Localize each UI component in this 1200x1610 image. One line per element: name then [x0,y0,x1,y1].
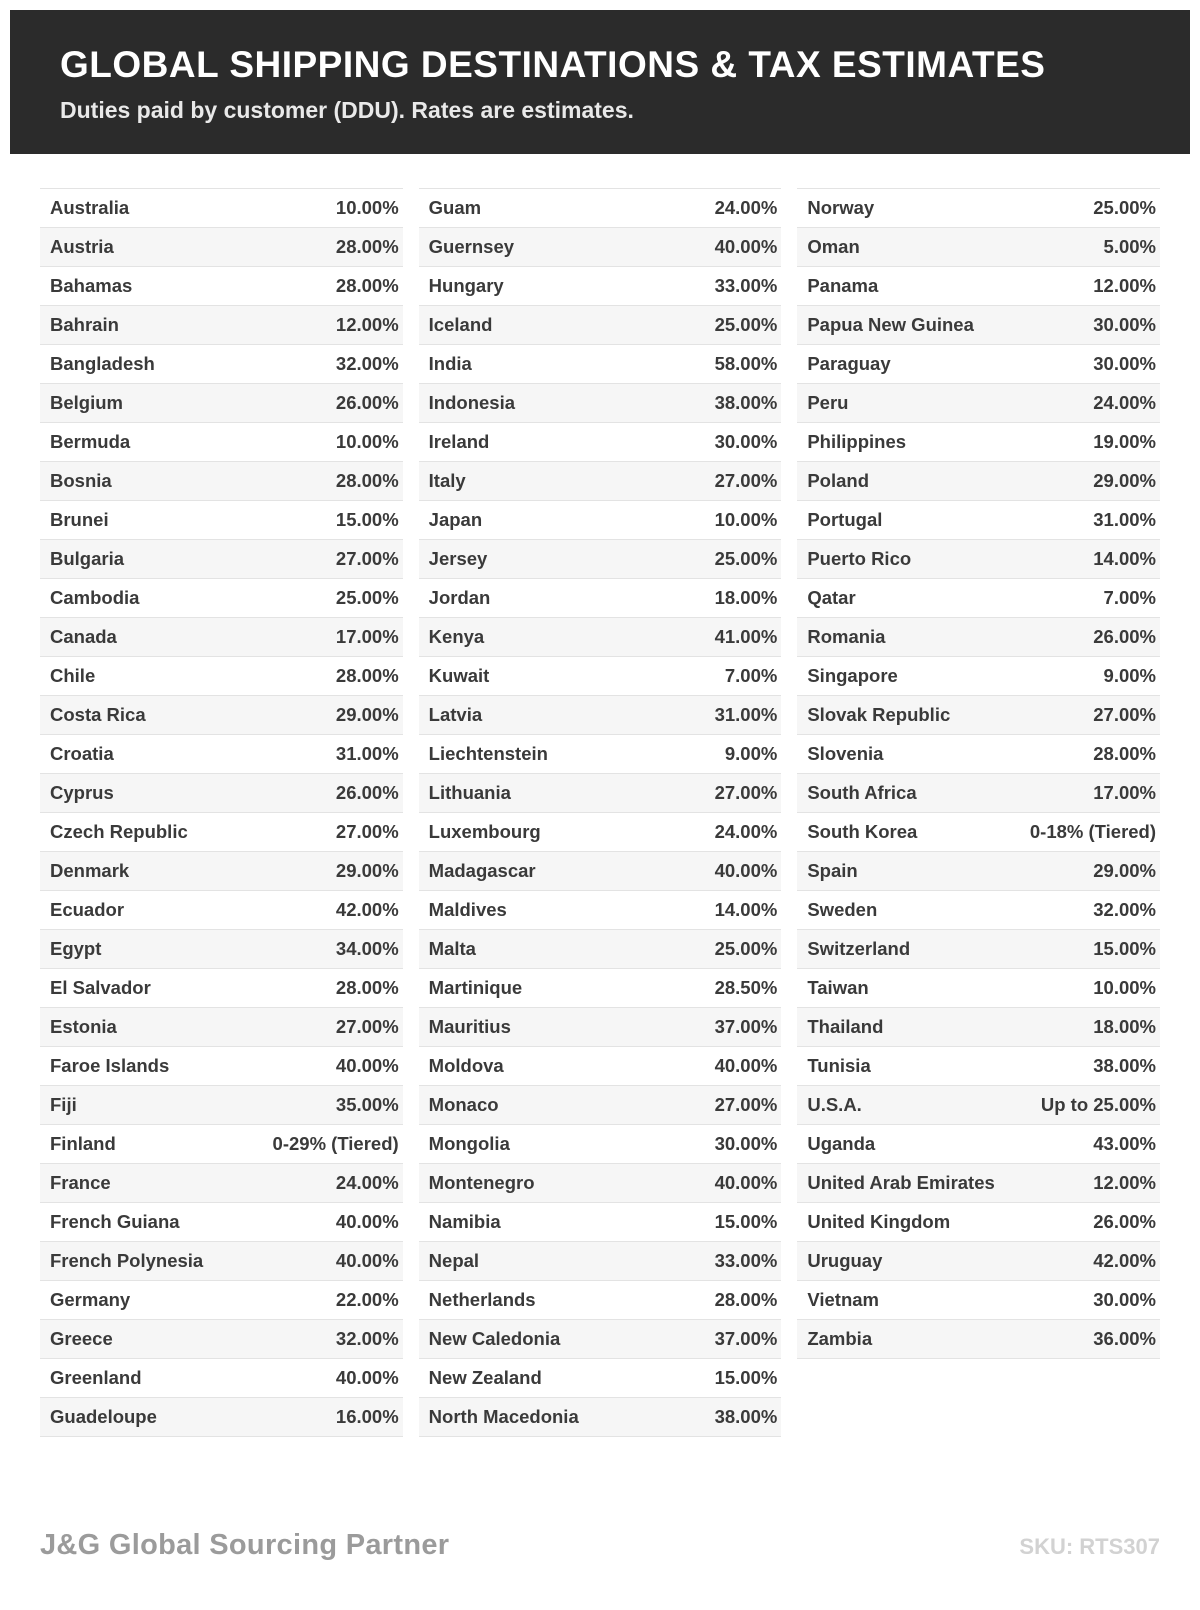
country-name: Mauritius [428,1015,511,1037]
rate-row [797,1008,1160,1047]
tax-rate: 22.00% [335,1288,399,1310]
country-name: Bosnia [50,469,112,491]
rate-row [797,1281,1160,1320]
country-name: Kenya [428,625,485,647]
tax-rate: 29.00% [335,703,399,725]
country-name: Vietnam [807,1288,879,1310]
rate-row [797,579,1160,618]
tax-rate: 7.00% [1103,586,1157,608]
rate-row [419,1047,782,1086]
rate-row [419,540,782,579]
rate-row [419,1359,782,1398]
tax-rate: 38.00% [714,1405,778,1427]
tax-rate: 12.00% [1093,1171,1157,1193]
rate-row [40,540,403,579]
rate-row [419,1398,782,1437]
rate-row [419,696,782,735]
tax-rate: 25.00% [714,937,778,959]
country-name: Hungary [428,274,504,296]
rate-row [419,618,782,657]
page-title: GLOBAL SHIPPING DESTINATIONS & TAX ESTIMATES [60,44,1046,85]
country-name: Zambia [807,1327,873,1349]
tax-rate: 15.00% [714,1210,778,1232]
rate-row [40,618,403,657]
country-name: Czech Republic [50,820,188,842]
rate-row [797,813,1160,852]
tax-rate: 30.00% [714,430,778,452]
rate-row [797,462,1160,501]
header-banner [10,10,1190,154]
tax-rate: 27.00% [714,1093,778,1115]
country-name: Ecuador [50,898,125,920]
country-name: Bangladesh [50,352,155,374]
rate-row [40,267,403,306]
rate-row [419,1086,782,1125]
rate-row [797,774,1160,813]
tax-rate: 40.00% [714,235,778,257]
tax-rate: 0-18% (Tiered) [1029,820,1157,842]
rate-row [797,423,1160,462]
country-name: Latvia [428,703,483,725]
rate-row [797,306,1160,345]
tax-rate: 33.00% [714,274,778,296]
tax-rate: 9.00% [1103,664,1157,686]
rate-row [40,1359,403,1398]
tax-rate: 40.00% [714,859,778,881]
tax-rate: 10.00% [1093,976,1157,998]
rate-row [797,1320,1160,1359]
tax-rate: 14.00% [714,898,778,920]
rate-row [40,1047,403,1086]
rate-row [419,462,782,501]
rate-row [40,891,403,930]
country-name: Guam [428,196,482,218]
country-name: Romania [807,625,886,647]
country-name: Tunisia [807,1054,871,1076]
rate-row [419,1125,782,1164]
tax-rate: 58.00% [714,352,778,374]
rate-row [419,1008,782,1047]
country-name: Lithuania [428,781,511,803]
country-name: Jersey [428,547,488,569]
rate-row [40,1125,403,1164]
country-name: India [428,352,472,374]
country-name: Puerto Rico [807,547,912,569]
rate-column [419,188,782,1437]
rate-row [797,657,1160,696]
tax-rate: 27.00% [1093,703,1157,725]
tax-rate: 10.00% [335,430,399,452]
tax-rate: 25.00% [714,547,778,569]
tax-rate: 42.00% [335,898,399,920]
rate-row [419,657,782,696]
rate-row [797,930,1160,969]
country-name: Japan [428,508,483,530]
country-name: Belgium [50,391,123,413]
country-name: Luxembourg [428,820,541,842]
rate-row [40,696,403,735]
country-name: Australia [50,196,130,218]
rate-row [40,228,403,267]
rate-row [40,1242,403,1281]
rate-row [419,306,782,345]
rate-row [419,813,782,852]
rate-row [797,228,1160,267]
rate-row [797,696,1160,735]
country-name: Poland [807,469,870,491]
rate-row [40,462,403,501]
rate-row [40,189,403,228]
country-name: Finland [50,1132,116,1154]
tax-rate: 40.00% [714,1054,778,1076]
country-name: Croatia [50,742,114,764]
page-subtitle: Duties paid by customer (DDU). Rates are estimates. [60,96,634,123]
rate-row [797,345,1160,384]
sku-label: SKU: RTS307 [1019,1534,1160,1559]
rate-row [419,1203,782,1242]
country-name: Monaco [428,1093,499,1115]
country-name: Maldives [428,898,507,920]
country-name: United Kingdom [807,1210,951,1232]
rate-row [797,1164,1160,1203]
country-name: Greece [50,1327,113,1349]
country-name: Bahrain [50,313,119,335]
tax-rate: 38.00% [714,391,778,413]
tax-rate: 29.00% [335,859,399,881]
tax-rate: 31.00% [1093,508,1157,530]
country-name: Costa Rica [50,703,146,725]
tax-rate: 33.00% [714,1249,778,1271]
tax-rate: 28.00% [335,274,399,296]
country-name: South Africa [807,781,917,803]
country-name: Montenegro [428,1171,535,1193]
rate-row [40,345,403,384]
rate-row [40,1203,403,1242]
tax-rate: 27.00% [335,1015,399,1037]
rate-row [40,852,403,891]
country-name: Thailand [807,1015,884,1037]
tax-rate: 30.00% [714,1132,778,1154]
country-name: Philippines [807,430,907,452]
rate-row [797,1242,1160,1281]
country-name: Ireland [428,430,490,452]
tax-rate: 19.00% [1093,430,1157,452]
tax-rate: 24.00% [714,196,778,218]
country-name: Madagascar [428,859,536,881]
tax-rate: Up to 25.00% [1040,1093,1157,1115]
tax-rate: 25.00% [335,586,399,608]
tax-rate: 31.00% [714,703,778,725]
country-name: Malta [428,937,476,959]
country-name: Canada [50,625,117,647]
country-name: Cyprus [50,781,114,803]
tax-rate: 37.00% [714,1327,778,1349]
tax-rate: 17.00% [335,625,399,647]
tax-rate: 40.00% [335,1210,399,1232]
country-name: Guernsey [428,235,515,257]
rate-row [797,1086,1160,1125]
rate-row [40,1086,403,1125]
tax-rate: 12.00% [335,313,399,335]
country-name: Spain [807,859,858,881]
tax-rate: 14.00% [1093,547,1157,569]
country-name: Slovenia [807,742,884,764]
rate-row [797,1203,1160,1242]
country-name: Brunei [50,508,109,530]
tax-rate: 7.00% [724,664,778,686]
tax-rate: 28.00% [335,664,399,686]
tax-rate: 43.00% [1093,1132,1157,1154]
tax-rate: 28.00% [714,1288,778,1310]
rate-row [797,540,1160,579]
tax-rate: 27.00% [335,547,399,569]
rate-row [40,306,403,345]
rate-row [797,618,1160,657]
tax-rate: 40.00% [335,1366,399,1388]
country-name: Estonia [50,1015,117,1037]
rate-row [797,1125,1160,1164]
rate-row [419,1281,782,1320]
country-name: Fiji [50,1093,77,1115]
country-name: Bahamas [50,274,133,296]
tax-rate: 27.00% [714,469,778,491]
rate-row [40,579,403,618]
page-footer [40,1529,1160,1562]
country-name: Panama [807,274,879,296]
rate-row [419,501,782,540]
rate-row [419,852,782,891]
country-name: Germany [50,1288,131,1310]
tax-rate: 18.00% [714,586,778,608]
tax-rate: 28.00% [335,235,399,257]
country-name: Kuwait [428,664,490,686]
country-name: Austria [50,235,114,257]
country-name: El Salvador [50,976,151,998]
country-name: Norway [807,196,875,218]
tax-rate: 24.00% [1093,391,1157,413]
country-name: New Zealand [428,1366,542,1388]
country-name: Singapore [807,664,898,686]
rate-row [419,579,782,618]
rate-row [40,423,403,462]
tax-rate: 40.00% [335,1054,399,1076]
country-name: Greenland [50,1366,142,1388]
country-name: Mongolia [428,1132,510,1154]
tax-rate: 29.00% [1093,469,1157,491]
rate-row [40,930,403,969]
rate-row [797,501,1160,540]
tax-rate: 5.00% [1103,235,1157,257]
country-name: Switzerland [807,937,911,959]
rate-row [419,891,782,930]
country-name: U.S.A. [807,1093,862,1115]
brand-name: J&G Global Sourcing Partner [40,1529,450,1561]
country-name: Uruguay [807,1249,883,1271]
rate-row [40,1281,403,1320]
rate-column [40,188,403,1437]
country-name: Oman [807,235,860,257]
tax-rate: 41.00% [714,625,778,647]
country-name: Nepal [428,1249,480,1271]
tax-rate: 28.00% [335,976,399,998]
tax-rate: 31.00% [335,742,399,764]
rate-row [419,345,782,384]
tax-rate: 18.00% [1093,1015,1157,1037]
country-name: Italy [428,469,466,491]
country-name: Martinique [428,976,523,998]
country-name: Indonesia [428,391,516,413]
country-name: Uganda [807,1132,876,1154]
country-name: North Macedonia [428,1405,579,1427]
tax-rate: 26.00% [335,781,399,803]
country-name: Egypt [50,937,102,959]
rate-row [40,735,403,774]
tax-rate: 26.00% [1093,1210,1157,1232]
country-name: Netherlands [428,1288,536,1310]
tax-rate: 24.00% [714,820,778,842]
country-name: South Korea [807,820,918,842]
country-name: Namibia [428,1210,501,1232]
tax-rate: 15.00% [335,508,399,530]
country-name: Moldova [428,1054,504,1076]
rate-row [419,1164,782,1203]
tax-rate: 25.00% [1093,196,1157,218]
rate-row [419,189,782,228]
tax-rate: 29.00% [1093,859,1157,881]
tax-rate: 24.00% [335,1171,399,1193]
country-name: United Arab Emirates [807,1171,995,1193]
rate-row [40,1320,403,1359]
rate-row [419,1242,782,1281]
rate-row [40,501,403,540]
rate-row [419,735,782,774]
country-name: Paraguay [807,352,891,374]
rate-row [40,657,403,696]
tax-rate: 40.00% [714,1171,778,1193]
tax-rate: 12.00% [1093,274,1157,296]
rate-row [797,891,1160,930]
tax-rate: 32.00% [335,1327,399,1349]
country-name: Cambodia [50,586,140,608]
tax-rate: 27.00% [714,781,778,803]
tax-rate: 37.00% [714,1015,778,1037]
tax-rate: 25.00% [714,313,778,335]
tax-rate: 26.00% [1093,625,1157,647]
country-name: Liechtenstein [428,742,548,764]
rates-table [0,188,1200,1437]
rate-row [797,1047,1160,1086]
country-name: Taiwan [807,976,869,998]
rate-row [40,969,403,1008]
rate-row [40,1164,403,1203]
tax-rate: 10.00% [714,508,778,530]
rate-row [419,228,782,267]
rate-column [797,188,1160,1359]
tax-rate: 27.00% [335,820,399,842]
tax-rate: 0-29% (Tiered) [272,1132,399,1154]
tax-rate: 16.00% [335,1405,399,1427]
country-name: Iceland [428,313,493,335]
rate-row [419,1320,782,1359]
rate-row [40,1398,403,1437]
country-name: Qatar [807,586,856,608]
rate-row [797,852,1160,891]
rate-row [419,969,782,1008]
rate-row [797,189,1160,228]
tax-rate: 34.00% [335,937,399,959]
country-name: French Guiana [50,1210,180,1232]
country-name: Faroe Islands [50,1054,170,1076]
country-name: French Polynesia [50,1249,204,1271]
rate-row [419,384,782,423]
country-name: Papua New Guinea [807,313,974,335]
tax-rate: 32.00% [335,352,399,374]
rate-row [419,267,782,306]
rate-row [797,969,1160,1008]
tax-rate: 30.00% [1093,352,1157,374]
shipping-tax-sheet [0,10,1200,1610]
country-name: Chile [50,664,96,686]
tax-rate: 30.00% [1093,1288,1157,1310]
country-name: Denmark [50,859,130,881]
rate-row [419,423,782,462]
tax-rate: 36.00% [1093,1327,1157,1349]
country-name: Sweden [807,898,878,920]
tax-rate: 28.00% [1093,742,1157,764]
tax-rate: 28.50% [714,976,778,998]
country-name: Peru [807,391,849,413]
rate-row [797,735,1160,774]
country-name: Bulgaria [50,547,125,569]
country-name: Jordan [428,586,491,608]
rate-row [40,1008,403,1047]
country-name: New Caledonia [428,1327,561,1349]
tax-rate: 17.00% [1093,781,1157,803]
country-name: France [50,1171,111,1193]
tax-rate: 35.00% [335,1093,399,1115]
rate-row [40,384,403,423]
tax-rate: 32.00% [1093,898,1157,920]
country-name: Bermuda [50,430,131,452]
tax-rate: 40.00% [335,1249,399,1271]
tax-rate: 9.00% [724,742,778,764]
tax-rate: 15.00% [1093,937,1157,959]
tax-rate: 15.00% [714,1366,778,1388]
rate-row [797,384,1160,423]
tax-rate: 10.00% [335,196,399,218]
tax-rate: 38.00% [1093,1054,1157,1076]
rate-row [797,267,1160,306]
rate-row [40,774,403,813]
country-name: Guadeloupe [50,1405,157,1427]
tax-rate: 42.00% [1093,1249,1157,1271]
tax-rate: 26.00% [335,391,399,413]
country-name: Portugal [807,508,883,530]
rate-row [419,930,782,969]
rate-row [40,813,403,852]
country-name: Slovak Republic [807,703,951,725]
tax-rate: 30.00% [1093,313,1157,335]
tax-rate: 28.00% [335,469,399,491]
rate-row [419,774,782,813]
